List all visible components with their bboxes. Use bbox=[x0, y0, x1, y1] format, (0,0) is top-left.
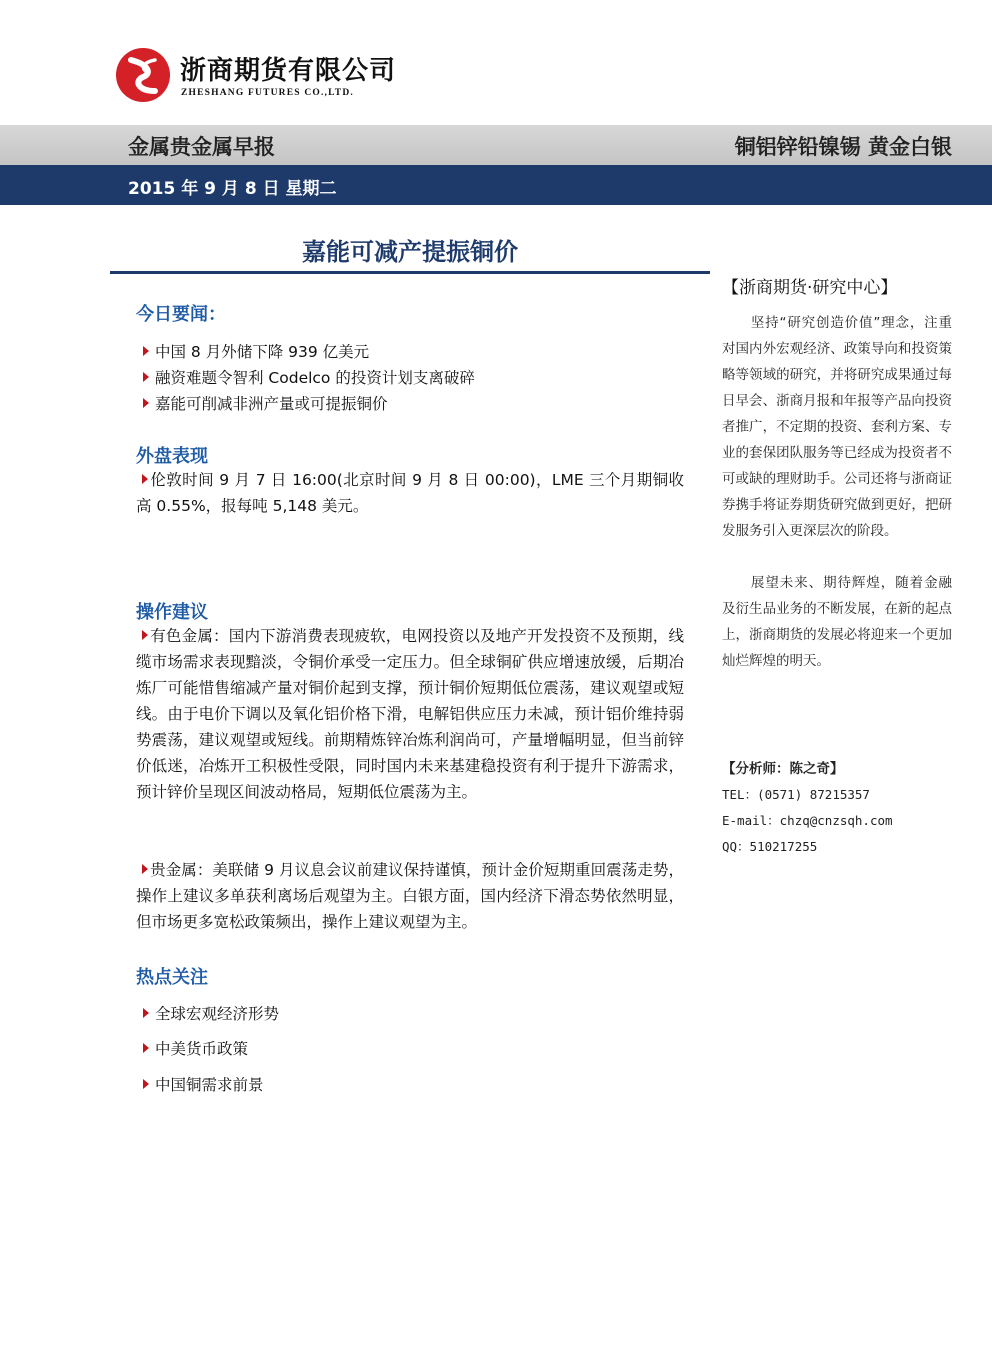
bullet-arrow-icon bbox=[142, 474, 148, 484]
section-advice-heading: 操作建议 bbox=[136, 602, 208, 623]
list-item: 中美货币政策 bbox=[143, 1037, 248, 1059]
analyst-tel: TEL：(0571) 87215357 bbox=[722, 787, 870, 802]
bullet-arrow-icon bbox=[143, 372, 149, 382]
company-name-cn: 浙商期货有限公司 bbox=[180, 56, 397, 86]
analyst-qq: QQ：510217255 bbox=[722, 839, 818, 854]
article-title: 嘉能可减产提振铜价 bbox=[302, 238, 518, 266]
advice-nonferrous-text: 有色金属：国内下游消费表现疲软，电网投资以及地产开发投资不及预期，线缆市场需求表现黯淡，令铜价承受一定压力。但全球铜矿供应增速放缓，后期冶炼厂可能惜售缩减产量对铜价起到支撑，预计铜价短期低位震荡，建议观望或短线。由于电价下调以及氧化铝价格下滑，电解铝供应压力未减，预计铝价维持弱势震荡，建议观望或短线。前期精炼锌冶炼利润尚可，产量增幅明显，但当前锌价低迷，冶炼开工积极性受限，同时国内未来基建稳投资有利于提升下游需求，预计锌价呈现区间波动格局，短期低位震荡为主。 bbox=[136, 627, 684, 801]
analyst-email: E-mail：chzq@cnzsqh.com bbox=[722, 813, 893, 828]
list-item: 全球宏观经济形势 bbox=[143, 1002, 279, 1024]
analyst-name: 【分析师：陈之奇】 bbox=[722, 761, 844, 777]
section-focus-heading: 热点关注 bbox=[136, 967, 208, 988]
sidebar-intro: 坚持“研究创造价值”理念，注重对国内外宏观经济、政策导向和投资策略等领域的研究，并将研究成果通过每日早会、浙商月报和年报等产品向投资者推广，不定期的投资、套利方案、专业的套保团队服务等已经成为投资者不可或缺的理财助手。公司还将与浙商证券携手将证券期货研究做到更好，把研发服务引入更深层次的阶段。 bbox=[722, 315, 952, 539]
sidebar-outlook: 展望未来、期待辉煌，随着金融及衍生品业务的不断发展，在新的起点上，浙商期货的发展必将迎来一个更加灿烂辉煌的明天。 bbox=[722, 575, 952, 669]
company-name-en: ZHESHANG FUTURES CO.,LTD. bbox=[181, 88, 354, 98]
list-item: 中国铜需求前景 bbox=[143, 1073, 264, 1095]
company-logo-icon bbox=[114, 46, 172, 104]
advice-precious-text: 贵金属：美联储 9 月议息会议前建议保持谨慎，预计金价短期重回震荡走势，操作上建议多单获利离场后观望为主。白银方面，国内经济下滑态势依然明显，但市场更多宽松政策频出，操作上建议观望为主。 bbox=[136, 861, 684, 931]
list-item: 融资难题令智利 Codelco 的投资计划支离破碎 bbox=[143, 366, 475, 388]
bullet-arrow-icon bbox=[143, 1043, 149, 1053]
bullet-arrow-icon bbox=[142, 630, 148, 640]
overseas-text: 伦敦时间 9 月 7 日 16:00(北京时间 9 月 8 日 00:00)，LME 三个月期铜收高 0.55%，报每吨 5,148 美元。 bbox=[136, 471, 684, 515]
commodity-list: 铜铝锌铅镍锡 黄金白银 bbox=[734, 135, 952, 159]
bullet-arrow-icon bbox=[142, 864, 148, 874]
report-name: 金属贵金属早报 bbox=[128, 135, 275, 159]
list-item: 嘉能可削减非洲产量或可提振铜价 bbox=[143, 392, 388, 414]
bullet-arrow-icon bbox=[143, 1079, 149, 1089]
bullet-arrow-icon bbox=[143, 346, 149, 356]
bullet-arrow-icon bbox=[143, 1008, 149, 1018]
section-news-heading: 今日要闻： bbox=[136, 304, 226, 325]
bullet-arrow-icon bbox=[143, 398, 149, 408]
title-divider bbox=[110, 271, 710, 274]
sidebar-heading: 【浙商期货·研究中心】 bbox=[722, 278, 898, 298]
report-date: 2015 年 9 月 8 日 星期二 bbox=[128, 179, 337, 199]
list-item: 中国 8 月外储下降 939 亿美元 bbox=[143, 340, 369, 362]
section-overseas-heading: 外盘表现 bbox=[136, 446, 208, 467]
